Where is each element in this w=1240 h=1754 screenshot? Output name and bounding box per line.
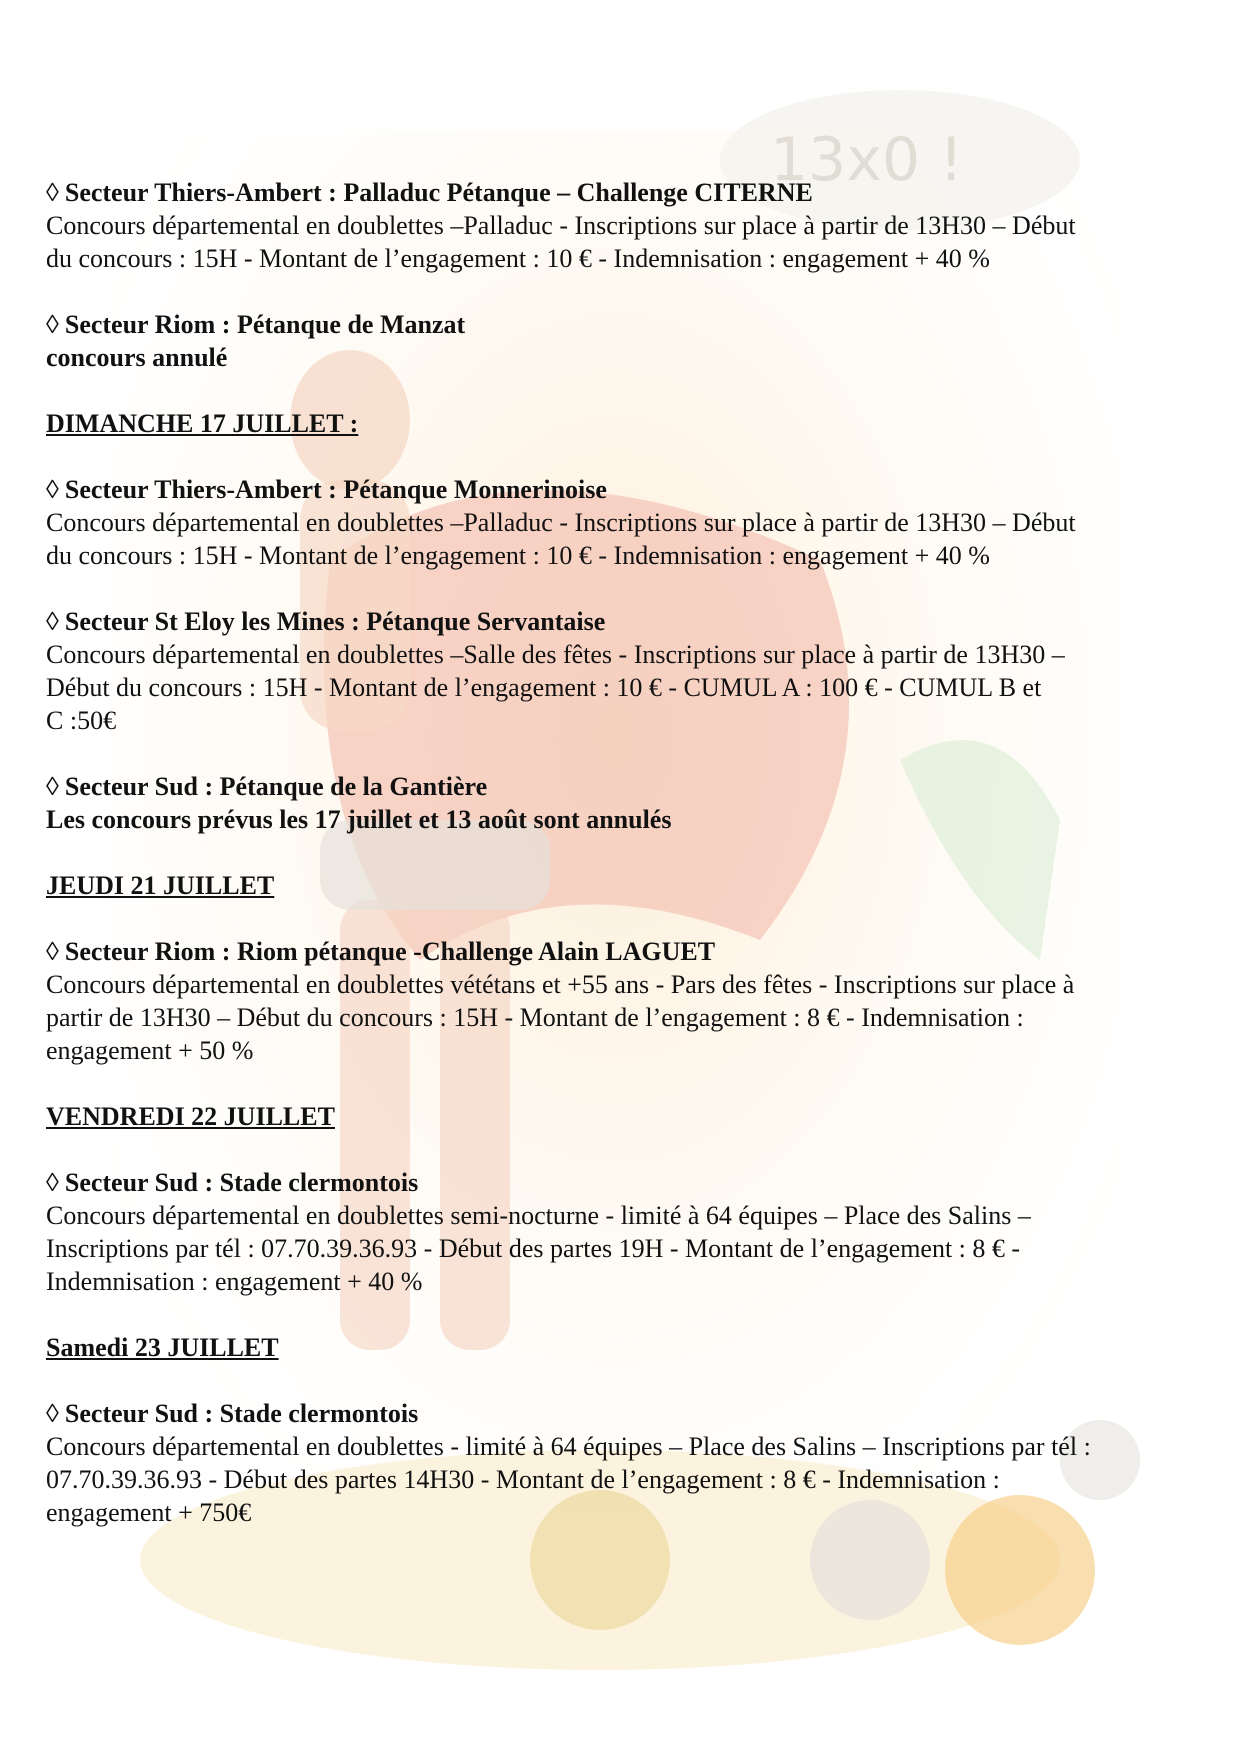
event-title: ◊ Secteur Sud : Stade clermontois <box>46 1168 419 1197</box>
event-entry <box>46 935 1206 1067</box>
event-entry <box>46 473 1206 572</box>
day-heading: VENDREDI 22 JUILLET <box>46 1102 335 1131</box>
day-heading: Samedi 23 JUILLET <box>46 1333 279 1362</box>
day-heading: DIMANCHE 17 JUILLET : <box>46 409 359 438</box>
event-title: ◊ Secteur St Eloy les Mines : Pétanque Servantaise <box>46 607 606 636</box>
diamond-icon: ◊ <box>46 475 59 504</box>
event-title: ◊ Secteur Thiers-Ambert : Palladuc Pétanque – Challenge CITERNE <box>46 178 813 207</box>
event-notice: Les concours prévus les 17 juillet et 13 août sont annulés <box>46 805 672 834</box>
diamond-icon: ◊ <box>46 1399 59 1428</box>
event-title: ◊ Secteur Sud : Stade clermontois <box>46 1399 419 1428</box>
event-description: Concours départemental en doublettes - limité à 64 équipes – Place des Salins – Inscriptions par tél : 07.70.39.36.93 - Début des partes 14H30 - Montant de l’engagement : 8 € - Indemnisation : engagement + 750€ <box>46 1432 1091 1527</box>
event-notice: concours annulé <box>46 343 228 372</box>
diamond-icon: ◊ <box>46 310 59 339</box>
event-title: ◊ Secteur Riom : Pétanque de Manzat <box>46 310 466 339</box>
svg-text:13x0 !: 13x0 ! <box>770 125 964 195</box>
event-entry <box>46 1397 1206 1529</box>
event-title: ◊ Secteur Sud : Pétanque de la Gantière <box>46 772 488 801</box>
diamond-icon: ◊ <box>46 772 59 801</box>
diamond-icon: ◊ <box>46 937 59 966</box>
event-description: Concours départemental en doublettes –Palladuc - Inscriptions sur place à partir de 13H30 – Début du concours : 15H - Montant de l’engagement : 10 € - Indemnisation : engagement + 40 % <box>46 508 1076 570</box>
event-title: ◊ Secteur Thiers-Ambert : Pétanque Monnerinoise <box>46 475 607 504</box>
event-entry <box>46 605 1206 737</box>
event-entry <box>46 1166 1206 1298</box>
diamond-icon: ◊ <box>46 178 59 207</box>
diamond-icon: ◊ <box>46 1168 59 1197</box>
event-description: Concours départemental en doublettes semi-nocturne - limité à 64 équipes – Place des Salins – Inscriptions par tél : 07.70.39.36.93 - Début des partes 19H - Montant de l’engagement : 8 € - Indemnisation : engagement + 40 % <box>46 1201 1031 1296</box>
event-entry <box>46 308 1206 374</box>
event-description: Concours départemental en doublettes –Salle des fêtes - Inscriptions sur place à partir de 13H30 – Début du concours : 15H - Montant de l’engagement : 10 € - CUMUL A : 100 € - CUMUL B et C :50€ <box>46 640 1065 735</box>
event-description: Concours départemental en doublettes –Palladuc - Inscriptions sur place à partir de 13H30 – Début du concours : 15H - Montant de l’engagement : 10 € - Indemnisation : engagement + 40 % <box>46 211 1076 273</box>
event-entry <box>46 176 1206 275</box>
diamond-icon: ◊ <box>46 607 59 636</box>
day-heading: JEUDI 21 JUILLET <box>46 871 275 900</box>
event-description: Concours départemental en doublettes vététans et +55 ans - Pars des fêtes - Inscriptions sur place à partir de 13H30 – Début du concours : 15H - Montant de l’engagement : 8 € - Indemnisation : engagement + 50 % <box>46 970 1075 1065</box>
event-title: ◊ Secteur Riom : Riom pétanque -Challenge Alain LAGUET <box>46 937 716 966</box>
event-entry <box>46 770 1206 836</box>
document-body <box>46 176 1206 1562</box>
